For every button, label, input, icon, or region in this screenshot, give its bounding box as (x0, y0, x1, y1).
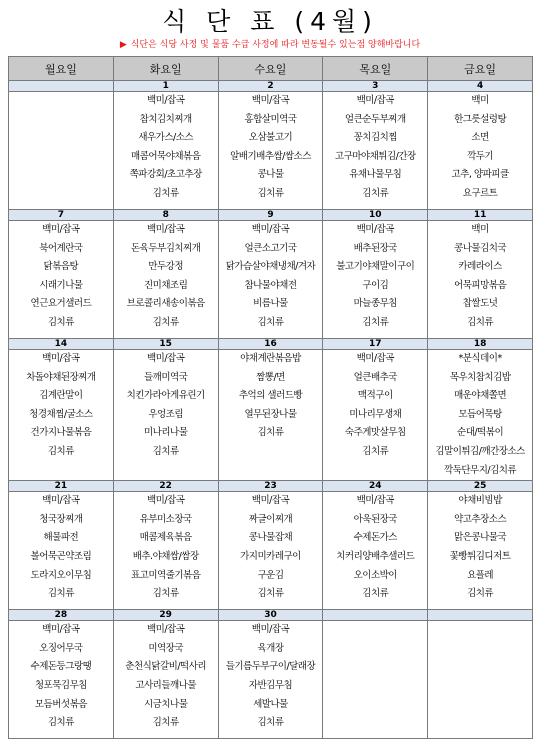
menu-item: 유채나물무침 (349, 169, 402, 181)
menu-item-list (9, 492, 113, 604)
menu-item: *분식데이* (458, 353, 502, 364)
menu-item: 가지미카레구이 (240, 550, 301, 562)
menu-item: 콩나물김치국 (454, 242, 507, 254)
menu-item: 청국장찌개 (39, 513, 83, 525)
menu-item: 오삼불고기 (248, 132, 293, 144)
date-cell: 3 (323, 81, 428, 92)
menu-item: 꽃빵튀김디저트 (449, 550, 511, 562)
menu-item: 깍둑단무지/김치류 (444, 464, 517, 476)
menu-item: 목우치참치김밥 (449, 371, 511, 383)
menu-item: 백미 (471, 224, 489, 235)
menu-item: 카레라이스 (458, 261, 502, 273)
menu-cell (113, 221, 218, 339)
menu-item: 김계란말이 (39, 390, 83, 402)
menu-item: 꽁치김치찜 (353, 132, 397, 144)
menu-item: 백미/잡곡 (251, 95, 290, 106)
menu-cell (218, 221, 323, 339)
menu-item: 참나물야채전 (244, 279, 297, 291)
menu-item: 김치류 (257, 316, 284, 328)
menu-item: 진미채조림 (144, 279, 188, 291)
menu-item: 소면 (471, 132, 489, 144)
menu-item: 김치류 (47, 717, 74, 729)
menu-item: 모듬버섯볶음 (34, 698, 87, 710)
menu-item: 치킨가라아게유린기 (126, 390, 205, 402)
menu-item: 구운김 (257, 569, 284, 581)
menu-item: 홍합살미역국 (244, 113, 297, 125)
menu-item-list (428, 350, 532, 480)
menu-item-list (114, 92, 218, 204)
menu-item: 고구마야채튀김/간장 (334, 150, 416, 162)
menu-item: 숙주게맛살무침 (344, 427, 406, 439)
date-cell (428, 610, 533, 621)
menu-item-list (428, 92, 532, 204)
date-cell: 30 (218, 610, 323, 621)
menu-cell (218, 92, 323, 210)
date-cell: 17 (323, 339, 428, 350)
menu-item: 들기름두부구이/달래장 (225, 661, 316, 673)
menu-item: 고추, 양파피클 (451, 169, 509, 181)
menu-item: 김치류 (467, 588, 494, 600)
menu-item: 김치류 (47, 445, 74, 457)
menu-item: 김치류 (257, 427, 284, 439)
menu-item: 들깨미역국 (144, 371, 188, 383)
menu-item: 춘천식닭갈비/떡사리 (125, 661, 207, 673)
page-title: 식 단 표 (4월) (162, 7, 378, 36)
menu-item: 모듬어묵탕 (458, 408, 502, 420)
menu-item-list (219, 492, 323, 604)
weekday-header: 목요일 (323, 57, 428, 81)
menu-item: 추억의 샐러드빵 (238, 390, 303, 402)
menu-item: 닭가슴살야채냉채/겨자 (225, 261, 316, 273)
menu-item: 만두강정 (148, 261, 184, 273)
date-cell: 14 (9, 339, 114, 350)
notice-text (0, 37, 540, 50)
date-cell: 2 (218, 81, 323, 92)
date-cell: 21 (9, 481, 114, 492)
menu-item: 백미/잡곡 (42, 495, 80, 507)
date-cell: 10 (323, 210, 428, 221)
menu-item-list (219, 350, 323, 443)
date-cell: 24 (323, 481, 428, 492)
menu-item: 불고기야채말이구이 (336, 261, 415, 273)
menu-item: 연근요거샐러드 (30, 298, 92, 310)
menu-item: 약고추장소스 (454, 513, 507, 525)
menu-item: 얼큰배추국 (353, 371, 397, 383)
menu-item-list (9, 350, 113, 462)
menu-item: 얼큰소고기국 (244, 242, 297, 254)
menu-item: 김치류 (152, 588, 179, 600)
date-cell: 23 (218, 481, 323, 492)
menu-cell (113, 350, 218, 481)
menu-item: 구이김 (362, 279, 389, 291)
menu-cell (428, 92, 533, 210)
menu-cell (323, 221, 428, 339)
menu-item: 김치류 (467, 316, 494, 328)
menu-item: 매운야채쫄면 (454, 390, 507, 402)
menu-item: 백미/잡곡 (356, 353, 394, 364)
menu-cell (428, 221, 533, 339)
menu-cell (428, 621, 533, 739)
menu-item: 김말이튀김/깨간장소스 (435, 445, 525, 457)
menu-item: 자반김무침 (248, 679, 293, 691)
menu-item: 고사리들깨나물 (135, 679, 197, 691)
menu-item: 수제돈가스 (353, 532, 397, 544)
menu-item: 백미/잡곡 (42, 353, 80, 364)
menu-item-list (323, 221, 427, 333)
menu-item-list (428, 221, 532, 333)
menu-item: 유부미소장국 (139, 513, 192, 525)
menu-cell (113, 492, 218, 610)
menu-cell (218, 621, 323, 739)
menu-cell (9, 492, 114, 610)
date-cell: 16 (218, 339, 323, 350)
date-row (9, 481, 533, 492)
menu-item: 김치류 (47, 588, 74, 600)
menu-item: 김치류 (152, 187, 179, 199)
menu-item: 야채비빔밥 (458, 495, 502, 507)
menu-row (9, 221, 533, 339)
menu-item: 얼큰순두부찌개 (344, 113, 406, 125)
menu-item: 요구르트 (462, 187, 498, 199)
menu-item: 해물파전 (43, 532, 79, 544)
menu-item: 미나리나물 (144, 427, 188, 439)
menu-item: 청경채찜/굴소스 (29, 408, 93, 420)
menu-cell (218, 492, 323, 610)
menu-item: 백미/잡곡 (42, 624, 80, 636)
menu-row (9, 350, 533, 481)
menu-item: 김치류 (362, 316, 389, 328)
menu-cell (323, 621, 428, 739)
menu-item-list (9, 221, 113, 333)
play-arrow-icon: ▶ (119, 40, 127, 50)
date-cell: 8 (113, 210, 218, 221)
menu-item: 새우가스/소스 (138, 132, 194, 144)
menu-item: 차돌야채된장찌개 (26, 371, 96, 383)
menu-item: 북어계란국 (39, 242, 83, 254)
weekday-header-row (9, 57, 533, 81)
menu-item-list (428, 492, 532, 604)
menu-item: 닭볶음탕 (43, 261, 79, 273)
menu-item: 백미/잡곡 (251, 224, 290, 235)
menu-item: 김치류 (362, 588, 389, 600)
menu-cell (428, 350, 533, 481)
menu-item: 오징어무국 (39, 642, 83, 654)
menu-item: 콩나물 (257, 169, 284, 181)
menu-item: 김치류 (257, 187, 284, 199)
date-row (9, 81, 533, 92)
menu-item: 백미/잡곡 (146, 624, 185, 636)
date-cell: 25 (428, 481, 533, 492)
menu-item: 세발나물 (253, 698, 288, 710)
menu-item: 쪽파강회/초고추장 (129, 169, 202, 181)
menu-item: 깍두기 (467, 150, 494, 162)
date-cell: 18 (428, 339, 533, 350)
date-cell (323, 610, 428, 621)
menu-item: 백미/잡곡 (146, 224, 185, 235)
menu-item: 마늘종무침 (353, 298, 397, 310)
menu-item: 비름나물 (253, 298, 288, 310)
menu-item: 김치류 (152, 316, 179, 328)
date-cell: 4 (428, 81, 533, 92)
menu-item: 한그릇설렁탕 (454, 113, 507, 125)
menu-item: 야채계란볶음밥 (240, 353, 301, 364)
menu-item: 도라지오이무침 (30, 569, 92, 581)
date-cell: 29 (113, 610, 218, 621)
menu-item: 백미/잡곡 (356, 95, 394, 106)
menu-item: 김치류 (152, 445, 179, 457)
menu-cell (9, 92, 114, 210)
menu-item: 콩나물잡채 (248, 532, 293, 544)
menu-cell (9, 621, 114, 739)
menu-table (8, 56, 533, 739)
menu-cell (9, 350, 114, 481)
menu-item: 백미/잡곡 (146, 353, 185, 364)
date-cell: 28 (9, 610, 114, 621)
menu-item: 백미 (471, 95, 489, 106)
date-cell (9, 81, 114, 92)
menu-item: 백미/잡곡 (356, 224, 394, 235)
date-cell: 11 (428, 210, 533, 221)
menu-item: 짜글이찌개 (248, 513, 293, 525)
menu-item: 매콤어묵야채볶음 (130, 150, 201, 162)
menu-item-list (114, 492, 218, 604)
menu-item-list (114, 221, 218, 333)
menu-item: 찹쌀도넛 (462, 298, 498, 310)
menu-item: 알배기배추쌈/쌈소스 (230, 150, 311, 162)
menu-row (9, 92, 533, 210)
date-cell: 9 (218, 210, 323, 221)
menu-item: 김치류 (152, 717, 179, 729)
menu-item: 김치류 (257, 717, 284, 729)
menu-row (9, 621, 533, 739)
menu-item: 볼어묵곤약조림 (30, 550, 92, 562)
menu-item: 아욱된장국 (353, 513, 397, 525)
menu-item: 시금치나물 (144, 698, 188, 710)
menu-cell (428, 492, 533, 610)
menu-cell (9, 221, 114, 339)
menu-cell (323, 492, 428, 610)
menu-item: 백미/잡곡 (146, 495, 185, 507)
date-row (9, 610, 533, 621)
menu-item-list (323, 92, 427, 204)
menu-item-list (323, 350, 427, 462)
menu-item: 요플레 (467, 569, 494, 581)
menu-item: 브로콜리새송이볶음 (126, 298, 205, 310)
menu-item: 순대/떡볶이 (457, 427, 504, 439)
menu-item: 김치류 (47, 316, 74, 328)
menu-item: 백미/잡곡 (251, 624, 290, 636)
menu-cell (323, 350, 428, 481)
menu-item: 미역장국 (148, 642, 184, 654)
date-cell: 1 (113, 81, 218, 92)
menu-item-list (219, 221, 323, 333)
menu-item: 백미/잡곡 (356, 495, 394, 507)
menu-item-list (9, 621, 113, 733)
menu-cell (323, 92, 428, 210)
menu-item: 열무된장나물 (244, 408, 297, 420)
menu-item-list (323, 492, 427, 604)
menu-item: 돈육두부김치찌개 (130, 242, 201, 254)
menu-item: 미나리무생채 (349, 408, 402, 420)
menu-item: 배추.야채쌈/쌈장 (132, 550, 199, 562)
menu-item: 치커리양배추샐러드 (336, 550, 415, 562)
menu-item-list (114, 350, 218, 462)
menu-item: 육개장 (257, 642, 284, 654)
menu-item: 김치류 (362, 445, 389, 457)
menu-item: 백미/잡곡 (251, 495, 290, 507)
weekday-header: 월요일 (9, 57, 114, 81)
menu-item: 참치김치찌개 (139, 113, 192, 125)
menu-item: 짬뽕/면 (256, 371, 285, 383)
menu-item: 오이소박이 (353, 569, 397, 581)
date-row (9, 210, 533, 221)
menu-item: 건가지나물볶음 (30, 427, 92, 439)
menu-item: 백미/잡곡 (146, 95, 185, 106)
weekday-header: 수요일 (218, 57, 323, 81)
menu-item: 어묵피망볶음 (454, 279, 507, 291)
menu-item-list (219, 92, 323, 204)
notice-message: 식단은 식당 사정 및 물품 수급 사정에 따라 변동될수 있는점 양해바랍니다 (130, 40, 421, 50)
menu-item: 청포묵김무침 (34, 679, 87, 691)
menu-cell (113, 621, 218, 739)
menu-item: 맥적구이 (357, 390, 393, 402)
menu-cell (218, 350, 323, 481)
menu-item: 맑은콩나물국 (454, 532, 507, 544)
menu-item: 김치류 (257, 588, 284, 600)
menu-cell (113, 92, 218, 210)
menu-item: 김치류 (362, 187, 389, 199)
menu-item-list (219, 621, 323, 733)
menu-row (9, 492, 533, 610)
menu-item: 시래기나물 (39, 279, 83, 291)
date-cell: 15 (113, 339, 218, 350)
menu-item: 표고미역줄기볶음 (130, 569, 201, 581)
menu-item: 배추된장국 (353, 242, 397, 254)
date-cell: 7 (9, 210, 114, 221)
menu-item: 수제돈등그랑땡 (30, 661, 92, 673)
weekday-header: 화요일 (113, 57, 218, 81)
date-row (9, 339, 533, 350)
weekday-header: 금요일 (428, 57, 533, 81)
menu-item: 백미/잡곡 (42, 224, 80, 235)
date-cell: 22 (113, 481, 218, 492)
menu-item: 매콤제육볶음 (139, 532, 192, 544)
menu-item-list (114, 621, 218, 733)
menu-item: 우엉조림 (148, 408, 184, 420)
